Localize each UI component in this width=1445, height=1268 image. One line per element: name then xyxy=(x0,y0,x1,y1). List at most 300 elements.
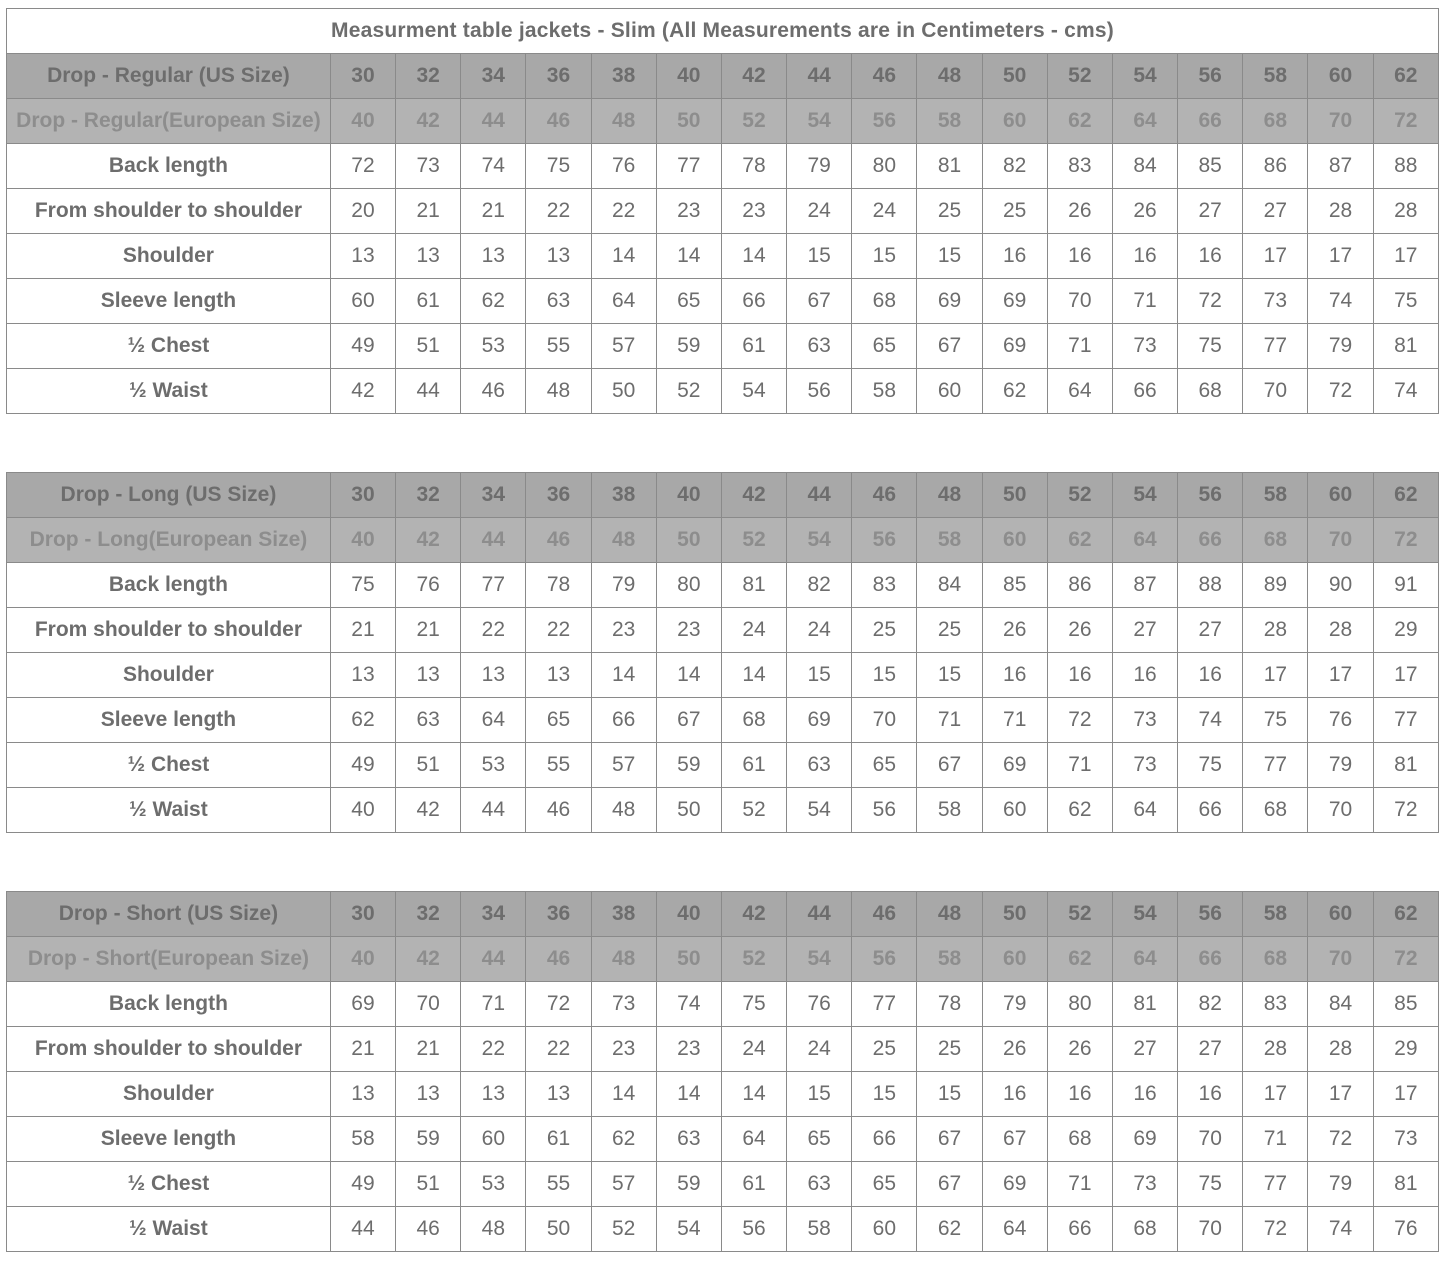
measurement-value: 69 xyxy=(330,982,395,1027)
measurement-value: 66 xyxy=(721,279,786,324)
measurement-value: 67 xyxy=(787,279,852,324)
table-row xyxy=(7,743,1439,788)
measurement-value: 73 xyxy=(1112,743,1177,788)
header-row-eu-long xyxy=(7,518,1439,563)
measurement-value: 58 xyxy=(852,369,917,414)
measurement-value: 61 xyxy=(721,1162,786,1207)
table-row xyxy=(7,608,1439,653)
table-row xyxy=(7,234,1439,279)
measurement-value: 54 xyxy=(787,788,852,833)
measurement-value: 44 xyxy=(330,1207,395,1252)
measurement-value: 22 xyxy=(591,189,656,234)
measurement-value: 50 xyxy=(591,369,656,414)
measurement-value: 80 xyxy=(852,144,917,189)
measurement-value: 14 xyxy=(591,1072,656,1117)
measurement-label: From shoulder to shoulder xyxy=(7,1027,331,1072)
measurement-value: 42 xyxy=(396,788,461,833)
measurement-label: Shoulder xyxy=(7,234,331,279)
measurement-value: 65 xyxy=(526,698,591,743)
measurement-value: 25 xyxy=(917,1027,982,1072)
measurement-value: 23 xyxy=(721,189,786,234)
measurement-value: 27 xyxy=(1178,608,1243,653)
measurement-value: 75 xyxy=(1373,279,1438,324)
measurement-value: 85 xyxy=(982,563,1047,608)
measurement-value: 88 xyxy=(1373,144,1438,189)
measurement-value: 66 xyxy=(591,698,656,743)
size-us-header-cell: 44 xyxy=(787,892,852,937)
measurement-value: 64 xyxy=(1047,369,1112,414)
measurement-value: 28 xyxy=(1308,1027,1373,1072)
size-eu-header-cell: 72 xyxy=(1373,937,1438,982)
size-eu-header-cell: 66 xyxy=(1178,518,1243,563)
size-us-header-cell: 44 xyxy=(787,54,852,99)
size-eu-header-cell: 64 xyxy=(1112,99,1177,144)
measurement-value: 60 xyxy=(917,369,982,414)
measurement-value: 68 xyxy=(1112,1207,1177,1252)
size-eu-header-cell: 50 xyxy=(656,518,721,563)
measurement-value: 28 xyxy=(1308,189,1373,234)
measurement-value: 70 xyxy=(396,982,461,1027)
measurement-value: 69 xyxy=(917,279,982,324)
measurement-value: 17 xyxy=(1373,653,1438,698)
measurement-value: 69 xyxy=(982,1162,1047,1207)
size-us-header-cell: 46 xyxy=(852,892,917,937)
measurement-value: 52 xyxy=(721,788,786,833)
measurement-value: 82 xyxy=(787,563,852,608)
size-table-long xyxy=(6,472,1439,833)
measurement-value: 24 xyxy=(787,1027,852,1072)
measurement-value: 23 xyxy=(656,189,721,234)
measurement-value: 68 xyxy=(1178,369,1243,414)
measurement-value: 29 xyxy=(1373,608,1438,653)
measurement-value: 89 xyxy=(1243,563,1308,608)
measurement-value: 14 xyxy=(656,1072,721,1117)
measurement-value: 48 xyxy=(526,369,591,414)
measurement-value: 63 xyxy=(656,1117,721,1162)
measurement-value: 76 xyxy=(787,982,852,1027)
measurement-value: 78 xyxy=(721,144,786,189)
measurement-value: 23 xyxy=(591,1027,656,1072)
measurement-value: 59 xyxy=(396,1117,461,1162)
measurement-value: 50 xyxy=(526,1207,591,1252)
measurement-value: 26 xyxy=(1047,608,1112,653)
measurement-value: 65 xyxy=(852,1162,917,1207)
measurement-value: 86 xyxy=(1243,144,1308,189)
measurement-value: 29 xyxy=(1373,1027,1438,1072)
measurement-value: 14 xyxy=(721,234,786,279)
size-eu-header-cell: 60 xyxy=(982,937,1047,982)
size-us-header-cell: 58 xyxy=(1243,473,1308,518)
measurement-value: 77 xyxy=(852,982,917,1027)
size-eu-header-cell: 66 xyxy=(1178,937,1243,982)
measurement-value: 16 xyxy=(982,234,1047,279)
measurement-value: 71 xyxy=(1047,324,1112,369)
measurement-value: 52 xyxy=(656,369,721,414)
size-eu-header-cell: 40 xyxy=(330,99,395,144)
size-eu-header-cell: 58 xyxy=(917,937,982,982)
measurement-value: 59 xyxy=(656,743,721,788)
size-us-header-cell: 58 xyxy=(1243,892,1308,937)
size-us-header-cell: 54 xyxy=(1112,892,1177,937)
header-label-eu-long: Drop - Long(European Size) xyxy=(7,518,331,563)
measurement-value: 82 xyxy=(982,144,1047,189)
measurement-value: 71 xyxy=(461,982,526,1027)
size-us-header-cell: 58 xyxy=(1243,54,1308,99)
size-us-header-cell: 42 xyxy=(721,473,786,518)
measurement-value: 85 xyxy=(1373,982,1438,1027)
measurement-value: 15 xyxy=(917,1072,982,1117)
table-row xyxy=(7,279,1439,324)
measurement-value: 74 xyxy=(461,144,526,189)
measurement-value: 67 xyxy=(982,1117,1047,1162)
measurement-value: 74 xyxy=(1373,369,1438,414)
measurement-value: 46 xyxy=(396,1207,461,1252)
measurement-value: 59 xyxy=(656,324,721,369)
size-us-header-cell: 40 xyxy=(656,54,721,99)
measurement-value: 67 xyxy=(917,1162,982,1207)
measurement-value: 44 xyxy=(461,788,526,833)
measurement-value: 72 xyxy=(1308,369,1373,414)
measurement-value: 63 xyxy=(787,324,852,369)
measurement-value: 78 xyxy=(917,982,982,1027)
size-eu-header-cell: 54 xyxy=(787,937,852,982)
measurement-value: 62 xyxy=(330,698,395,743)
measurement-value: 80 xyxy=(656,563,721,608)
measurement-value: 87 xyxy=(1308,144,1373,189)
measurement-label: Shoulder xyxy=(7,1072,331,1117)
header-label-us-short: Drop - Short (US Size) xyxy=(7,892,331,937)
measurement-value: 26 xyxy=(982,1027,1047,1072)
measurement-value: 27 xyxy=(1178,189,1243,234)
measurement-value: 42 xyxy=(330,369,395,414)
measurement-value: 15 xyxy=(852,1072,917,1117)
measurement-value: 66 xyxy=(1178,788,1243,833)
measurement-value: 28 xyxy=(1373,189,1438,234)
measurement-value: 66 xyxy=(1112,369,1177,414)
measurement-label: ½ Waist xyxy=(7,788,331,833)
size-eu-header-cell: 56 xyxy=(852,937,917,982)
size-eu-header-cell: 48 xyxy=(591,518,656,563)
measurement-label: From shoulder to shoulder xyxy=(7,608,331,653)
measurement-value: 51 xyxy=(396,1162,461,1207)
size-eu-header-cell: 50 xyxy=(656,937,721,982)
measurement-value: 51 xyxy=(396,324,461,369)
measurement-value: 66 xyxy=(852,1117,917,1162)
measurement-value: 72 xyxy=(1178,279,1243,324)
measurement-value: 16 xyxy=(1047,1072,1112,1117)
measurement-label: ½ Waist xyxy=(7,369,331,414)
measurement-value: 49 xyxy=(330,1162,395,1207)
measurement-value: 70 xyxy=(1047,279,1112,324)
size-us-header-cell: 50 xyxy=(982,892,1047,937)
measurement-value: 28 xyxy=(1243,1027,1308,1072)
measurement-value: 13 xyxy=(396,1072,461,1117)
size-eu-header-cell: 66 xyxy=(1178,99,1243,144)
measurement-value: 58 xyxy=(917,788,982,833)
measurement-value: 75 xyxy=(1178,1162,1243,1207)
measurement-value: 13 xyxy=(396,234,461,279)
measurement-value: 68 xyxy=(721,698,786,743)
measurement-value: 63 xyxy=(396,698,461,743)
measurement-value: 27 xyxy=(1112,1027,1177,1072)
measurement-value: 21 xyxy=(396,189,461,234)
measurement-value: 88 xyxy=(1178,563,1243,608)
measurement-value: 68 xyxy=(1243,788,1308,833)
measurement-value: 15 xyxy=(917,234,982,279)
measurement-value: 28 xyxy=(1308,608,1373,653)
measurement-value: 83 xyxy=(1243,982,1308,1027)
measurement-value: 17 xyxy=(1243,1072,1308,1117)
measurement-value: 15 xyxy=(787,1072,852,1117)
measurement-value: 23 xyxy=(591,608,656,653)
measurement-value: 78 xyxy=(526,563,591,608)
measurement-value: 17 xyxy=(1243,653,1308,698)
measurement-value: 62 xyxy=(917,1207,982,1252)
measurement-label: From shoulder to shoulder xyxy=(7,189,331,234)
measurement-value: 24 xyxy=(787,608,852,653)
size-us-header-cell: 50 xyxy=(982,54,1047,99)
size-eu-header-cell: 58 xyxy=(917,99,982,144)
measurement-value: 85 xyxy=(1178,144,1243,189)
size-us-header-cell: 52 xyxy=(1047,892,1112,937)
measurement-value: 81 xyxy=(1373,743,1438,788)
measurement-value: 25 xyxy=(982,189,1047,234)
measurement-value: 17 xyxy=(1373,234,1438,279)
measurement-value: 72 xyxy=(1373,788,1438,833)
measurement-value: 74 xyxy=(1178,698,1243,743)
measurement-value: 79 xyxy=(787,144,852,189)
measurement-value: 65 xyxy=(656,279,721,324)
measurement-value: 90 xyxy=(1308,563,1373,608)
size-us-header-cell: 30 xyxy=(330,473,395,518)
measurement-value: 60 xyxy=(461,1117,526,1162)
measurement-value: 26 xyxy=(1047,1027,1112,1072)
measurement-value: 73 xyxy=(1373,1117,1438,1162)
measurement-value: 56 xyxy=(787,369,852,414)
measurement-value: 50 xyxy=(656,788,721,833)
measurement-value: 22 xyxy=(526,189,591,234)
measurement-label: Sleeve length xyxy=(7,279,331,324)
measurement-value: 26 xyxy=(1047,189,1112,234)
measurement-value: 60 xyxy=(852,1207,917,1252)
measurement-value: 53 xyxy=(461,324,526,369)
measurement-value: 46 xyxy=(461,369,526,414)
size-eu-header-cell: 52 xyxy=(721,937,786,982)
measurement-value: 16 xyxy=(1112,1072,1177,1117)
header-label-us-regular: Drop - Regular (US Size) xyxy=(7,54,331,99)
measurement-value: 83 xyxy=(852,563,917,608)
measurement-label: Shoulder xyxy=(7,653,331,698)
measurement-value: 20 xyxy=(330,189,395,234)
header-row-eu-short xyxy=(7,937,1439,982)
measurement-value: 51 xyxy=(396,743,461,788)
measurement-value: 22 xyxy=(526,608,591,653)
measurement-value: 79 xyxy=(1308,324,1373,369)
measurement-value: 48 xyxy=(591,788,656,833)
measurement-value: 23 xyxy=(656,1027,721,1072)
size-eu-header-cell: 58 xyxy=(917,518,982,563)
measurement-value: 28 xyxy=(1243,608,1308,653)
measurement-value: 13 xyxy=(330,234,395,279)
measurement-value: 70 xyxy=(1308,788,1373,833)
measurement-value: 69 xyxy=(982,279,1047,324)
measurement-value: 66 xyxy=(1047,1207,1112,1252)
measurement-value: 74 xyxy=(1308,1207,1373,1252)
size-eu-header-cell: 62 xyxy=(1047,937,1112,982)
measurement-value: 52 xyxy=(591,1207,656,1252)
measurement-value: 75 xyxy=(721,982,786,1027)
measurement-value: 79 xyxy=(591,563,656,608)
measurement-value: 57 xyxy=(591,743,656,788)
measurement-value: 62 xyxy=(591,1117,656,1162)
size-eu-header-cell: 72 xyxy=(1373,99,1438,144)
size-us-header-cell: 40 xyxy=(656,892,721,937)
size-eu-header-cell: 40 xyxy=(330,518,395,563)
header-row-us-regular xyxy=(7,54,1439,99)
measurement-value: 62 xyxy=(461,279,526,324)
measurement-label: ½ Chest xyxy=(7,324,331,369)
measurement-value: 75 xyxy=(526,144,591,189)
measurement-value: 70 xyxy=(852,698,917,743)
measurement-value: 64 xyxy=(461,698,526,743)
measurement-value: 21 xyxy=(330,1027,395,1072)
measurement-value: 62 xyxy=(982,369,1047,414)
size-eu-header-cell: 46 xyxy=(526,937,591,982)
measurement-value: 22 xyxy=(461,1027,526,1072)
measurement-value: 76 xyxy=(396,563,461,608)
measurement-value: 70 xyxy=(1178,1117,1243,1162)
measurement-value: 74 xyxy=(1308,279,1373,324)
measurement-value: 57 xyxy=(591,324,656,369)
measurement-value: 61 xyxy=(526,1117,591,1162)
measurement-value: 67 xyxy=(917,743,982,788)
size-us-header-cell: 34 xyxy=(461,54,526,99)
measurement-value: 14 xyxy=(721,1072,786,1117)
header-label-eu-short: Drop - Short(European Size) xyxy=(7,937,331,982)
measurement-value: 81 xyxy=(721,563,786,608)
measurement-value: 22 xyxy=(526,1027,591,1072)
table-row xyxy=(7,369,1439,414)
size-table-block-regular xyxy=(6,8,1439,414)
measurement-value: 67 xyxy=(917,324,982,369)
size-us-header-cell: 60 xyxy=(1308,892,1373,937)
measurement-value: 13 xyxy=(526,1072,591,1117)
table-row xyxy=(7,189,1439,234)
measurement-value: 73 xyxy=(1112,1162,1177,1207)
measurement-label: Sleeve length xyxy=(7,1117,331,1162)
header-row-eu-regular xyxy=(7,99,1439,144)
measurement-value: 24 xyxy=(721,1027,786,1072)
table-row xyxy=(7,698,1439,743)
size-eu-header-cell: 72 xyxy=(1373,518,1438,563)
size-eu-header-cell: 64 xyxy=(1112,937,1177,982)
measurement-value: 77 xyxy=(461,563,526,608)
size-eu-header-cell: 46 xyxy=(526,99,591,144)
measurement-value: 63 xyxy=(787,1162,852,1207)
size-eu-header-cell: 56 xyxy=(852,518,917,563)
measurement-value: 25 xyxy=(852,608,917,653)
measurement-value: 16 xyxy=(1047,653,1112,698)
measurement-value: 46 xyxy=(526,788,591,833)
size-eu-header-cell: 48 xyxy=(591,937,656,982)
size-us-header-cell: 30 xyxy=(330,892,395,937)
size-eu-header-cell: 62 xyxy=(1047,518,1112,563)
measurement-value: 58 xyxy=(330,1117,395,1162)
measurement-value: 72 xyxy=(330,144,395,189)
measurement-value: 56 xyxy=(852,788,917,833)
measurement-value: 21 xyxy=(330,608,395,653)
measurement-value: 25 xyxy=(852,1027,917,1072)
size-eu-header-cell: 70 xyxy=(1308,99,1373,144)
measurement-value: 64 xyxy=(721,1117,786,1162)
size-table-regular xyxy=(6,8,1439,414)
size-us-header-cell: 34 xyxy=(461,473,526,518)
table-row xyxy=(7,563,1439,608)
measurement-label: ½ Chest xyxy=(7,743,331,788)
size-us-header-cell: 38 xyxy=(591,892,656,937)
measurement-value: 63 xyxy=(526,279,591,324)
header-label-eu-regular: Drop - Regular(European Size) xyxy=(7,99,331,144)
page-title: Measurment table jackets - Slim (All Measurements are in Centimeters - cms) xyxy=(7,9,1439,54)
table-row xyxy=(7,1117,1439,1162)
measurement-value: 64 xyxy=(982,1207,1047,1252)
size-us-header-cell: 46 xyxy=(852,473,917,518)
size-eu-header-cell: 42 xyxy=(396,937,461,982)
measurement-value: 79 xyxy=(1308,1162,1373,1207)
measurement-value: 73 xyxy=(591,982,656,1027)
measurement-value: 27 xyxy=(1243,189,1308,234)
size-table-block-long xyxy=(6,472,1439,833)
measurement-value: 55 xyxy=(526,324,591,369)
measurement-value: 61 xyxy=(721,324,786,369)
measurement-value: 72 xyxy=(1308,1117,1373,1162)
measurement-value: 60 xyxy=(982,788,1047,833)
measurement-value: 72 xyxy=(1243,1207,1308,1252)
size-eu-header-cell: 44 xyxy=(461,937,526,982)
size-eu-header-cell: 42 xyxy=(396,99,461,144)
size-eu-header-cell: 40 xyxy=(330,937,395,982)
measurement-value: 49 xyxy=(330,743,395,788)
measurement-value: 25 xyxy=(917,608,982,653)
measurement-value: 13 xyxy=(461,653,526,698)
size-us-header-cell: 50 xyxy=(982,473,1047,518)
size-us-header-cell: 42 xyxy=(721,892,786,937)
measurement-value: 82 xyxy=(1178,982,1243,1027)
measurement-label: Back length xyxy=(7,982,331,1027)
measurement-value: 53 xyxy=(461,743,526,788)
size-eu-header-cell: 70 xyxy=(1308,937,1373,982)
measurement-value: 58 xyxy=(787,1207,852,1252)
measurement-value: 83 xyxy=(1047,144,1112,189)
size-eu-header-cell: 44 xyxy=(461,99,526,144)
measurement-value: 70 xyxy=(1178,1207,1243,1252)
measurement-value: 84 xyxy=(917,563,982,608)
measurement-value: 22 xyxy=(461,608,526,653)
measurement-value: 26 xyxy=(1112,189,1177,234)
measurement-value: 55 xyxy=(526,743,591,788)
measurement-value: 73 xyxy=(1112,324,1177,369)
measurement-value: 77 xyxy=(1243,324,1308,369)
measurement-value: 81 xyxy=(1373,1162,1438,1207)
measurement-value: 86 xyxy=(1047,563,1112,608)
measurement-value: 76 xyxy=(1308,698,1373,743)
measurement-value: 17 xyxy=(1308,653,1373,698)
size-eu-header-cell: 62 xyxy=(1047,99,1112,144)
measurement-value: 69 xyxy=(982,743,1047,788)
size-us-header-cell: 54 xyxy=(1112,54,1177,99)
size-tables-container xyxy=(6,8,1439,1252)
size-us-header-cell: 36 xyxy=(526,892,591,937)
